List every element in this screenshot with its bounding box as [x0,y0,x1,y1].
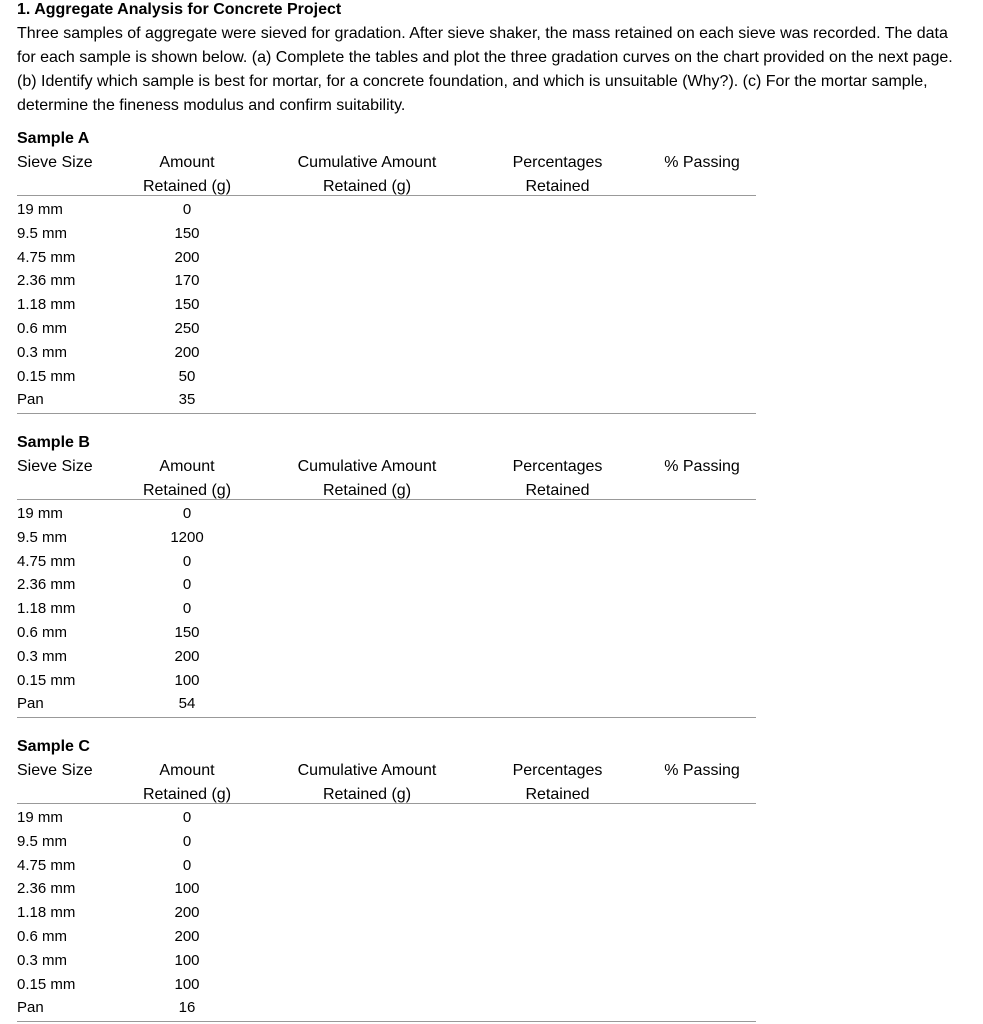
sieve-size-cell: 9.5 mm [17,224,68,242]
col-percentages-retained: Percentages Retained [512,154,603,195]
table-body [17,196,756,414]
table-row [17,198,756,222]
table-row [17,597,756,621]
col-amount-retained: Amount Retained (g) [142,762,232,803]
col-cumulative-retained: Cumulative Amount Retained (g) [297,762,437,803]
amount-cell: 0 [182,505,192,522]
col-percent-passing: % Passing [664,458,740,475]
sieve-size-cell: 9.5 mm [17,528,68,546]
col-cumulative-retained: Cumulative Amount Retained (g) [297,458,437,499]
col-percent-passing: % Passing [664,762,740,779]
table-row [17,269,756,293]
table-row [17,341,756,365]
amount-cell: 0 [182,809,192,826]
amount-cell: 100 [174,671,200,689]
sieve-size-cell: 19 mm [17,201,63,218]
sieve-size-cell: 0.15 mm [17,671,76,689]
amount-cell: 200 [174,343,200,361]
table-row [17,925,756,949]
sample-title: Sample B [17,434,90,451]
amount-cell: 16 [178,999,196,1017]
table-row [17,949,756,973]
amount-cell: 200 [174,647,200,665]
col-sieve-size: Sieve Size [17,762,93,779]
sample-b-section [17,433,756,718]
sieve-size-cell: 4.75 mm [17,856,76,874]
sieve-size-cell: 0.6 mm [17,623,68,641]
table-header [17,759,756,804]
col-sieve-size: Sieve Size [17,154,93,171]
table-row [17,388,756,412]
sample-c-section [17,737,756,1022]
table-header [17,151,756,196]
sample-a-section [17,129,756,414]
col-amount-retained: Amount Retained (g) [142,154,232,195]
table-header [17,455,756,500]
amount-cell: 250 [174,319,200,337]
amount-cell: 0 [182,552,192,570]
amount-cell: 150 [174,296,200,314]
amount-cell: 0 [182,576,192,594]
amount-cell: 200 [174,248,200,266]
col-sieve-size: Sieve Size [17,458,93,475]
amount-cell: 1200 [170,528,204,546]
amount-cell: 170 [174,272,200,290]
sieve-size-cell: 2.36 mm [17,880,76,898]
table-row [17,621,756,645]
table-row [17,222,756,246]
sieve-size-cell: 0.3 mm [17,343,68,361]
table-row [17,573,756,597]
sieve-size-cell: 1.18 mm [17,296,76,314]
sample-title: Sample C [17,738,90,755]
sieve-size-cell: 4.75 mm [17,552,76,570]
col-percent-passing: % Passing [664,154,740,171]
table-row [17,854,756,878]
amount-cell: 0 [182,600,192,618]
amount-cell: 0 [182,856,192,874]
amount-cell: 0 [182,832,192,850]
table-row [17,692,756,716]
table-row [17,293,756,317]
sieve-size-cell: 19 mm [17,505,63,522]
sieve-size-cell: 0.15 mm [17,367,76,385]
table-row [17,877,756,901]
table-row [17,550,756,574]
amount-cell: 150 [174,224,200,242]
amount-cell: 100 [174,951,200,969]
table-row [17,996,756,1020]
sieve-size-cell: 0.6 mm [17,927,68,945]
amount-cell: 50 [178,367,196,385]
table-body [17,804,756,1022]
table-row [17,806,756,830]
col-cumulative-retained: Cumulative Amount Retained (g) [297,154,437,195]
problem-heading: 1. Aggregate Analysis for Concrete Project [17,1,342,18]
amount-cell: 150 [174,623,200,641]
sieve-size-cell: Pan [17,391,44,409]
table-body [17,500,756,718]
sieve-size-cell: 2.36 mm [17,576,76,594]
table-row [17,645,756,669]
table-row [17,830,756,854]
sieve-size-cell: 1.18 mm [17,600,76,618]
sieve-size-cell: 4.75 mm [17,248,76,266]
table-row [17,365,756,389]
amount-cell: 0 [182,201,192,218]
amount-cell: 100 [174,975,200,993]
table-row [17,317,756,341]
sieve-size-cell: 9.5 mm [17,832,68,850]
sieve-size-cell: Pan [17,999,44,1017]
sieve-size-cell: 0.6 mm [17,319,68,337]
amount-cell: 54 [178,695,196,713]
table-row [17,526,756,550]
sieve-size-cell: 0.15 mm [17,975,76,993]
col-amount-retained: Amount Retained (g) [142,458,232,499]
sieve-size-cell: 1.18 mm [17,904,76,922]
amount-cell: 200 [174,927,200,945]
col-percentages-retained: Percentages Retained [512,458,603,499]
sample-title: Sample A [17,130,90,147]
table-row [17,669,756,693]
amount-cell: 200 [174,904,200,922]
amount-cell: 35 [178,391,196,409]
table-row [17,973,756,997]
sieve-size-cell: 0.3 mm [17,951,68,969]
table-row [17,246,756,270]
problem-description: Three samples of aggregate were sieved for gradation. After sieve shaker, the mass retained on each sieve was recorded. The data for each sample is shown below. (a) Complete the tables and plot the three gradation curves on the chart provided on the next page. (b) Identify which sample is best for mortar, for a concrete foundation, and which is unsuitable (Why?). (c) For the mortar sample, determine the fineness modulus and confirm suitability. [17,25,953,114]
amount-cell: 100 [174,880,200,898]
sieve-size-cell: Pan [17,695,44,713]
sieve-size-cell: 0.3 mm [17,647,68,665]
sieve-size-cell: 2.36 mm [17,272,76,290]
sieve-size-cell: 19 mm [17,809,63,826]
col-percentages-retained: Percentages Retained [512,762,603,803]
table-row [17,901,756,925]
table-row [17,502,756,526]
